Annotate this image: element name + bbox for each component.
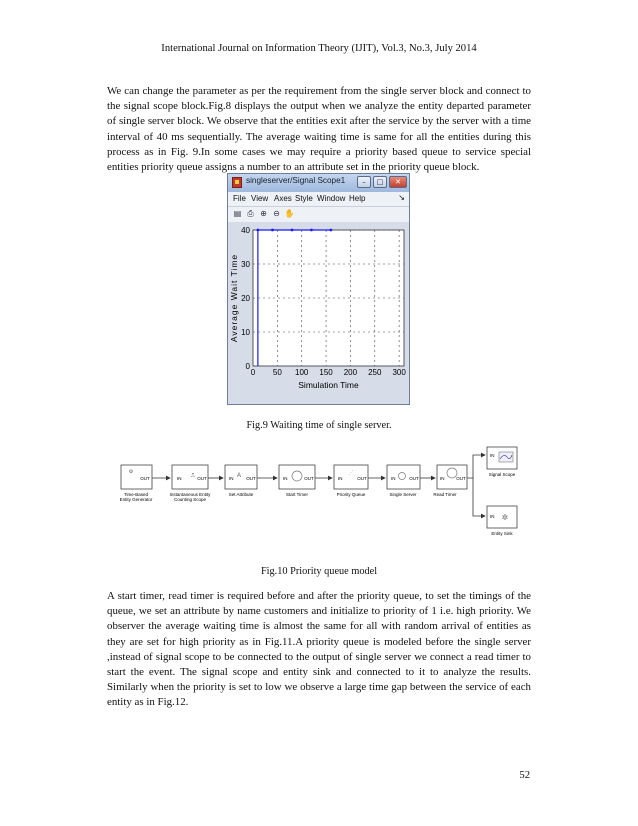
counter-port-out: OUT <box>197 476 207 481</box>
counter-label-2: Counting Scope <box>173 497 207 502</box>
read-timer-port-in: IN <box>440 476 445 481</box>
x-tick-label: 250 <box>368 368 382 377</box>
block-single-server[interactable] <box>387 465 420 497</box>
priority-queue-label: Priority Queue <box>336 492 366 497</box>
block-set-attribute[interactable] <box>225 465 257 497</box>
set-attr-port-out: OUT <box>246 476 256 481</box>
block-read-timer[interactable] <box>433 465 467 497</box>
x-tick-label: 300 <box>392 368 406 377</box>
counter-label-1: Instantaneous Entity <box>169 492 211 497</box>
svg-text:⎍: ⎍ <box>190 473 196 479</box>
figure-9-caption: Fig.9 Waiting time of single server. <box>246 420 392 431</box>
journal-header: International Journal on Information Theory (IJIT), Vol.3, No.3, July 2014 <box>161 43 477 54</box>
priority-queue-model-diagram <box>115 443 525 543</box>
signal-scope-label: Signal Scope <box>488 472 516 477</box>
block-priority-queue[interactable] <box>334 465 368 497</box>
menu-style[interactable]: Style <box>295 194 313 203</box>
menu-help[interactable]: Help <box>349 194 366 203</box>
svg-text:✲: ✲ <box>501 513 509 522</box>
zoom-in-icon[interactable]: ⊕ <box>260 209 267 218</box>
x-tick-label: 50 <box>272 368 282 377</box>
entity-sink-port-in: IN <box>490 514 495 519</box>
counter-port-in: IN <box>177 476 182 481</box>
maximize-button[interactable]: □ <box>373 176 387 188</box>
printer-icon[interactable]: ⎙ <box>247 209 254 218</box>
y-tick-label: 10 <box>241 328 250 337</box>
generator-label-1: Time-Based <box>123 492 149 497</box>
toolbar <box>228 206 409 222</box>
y-axis-label: Average Wait Time <box>229 253 239 343</box>
single-server-port-in: IN <box>391 476 396 481</box>
x-axis-label: Simulation Time <box>298 380 359 390</box>
matlab-app-icon <box>232 177 242 188</box>
generator-label-2: Entity Generator <box>119 497 153 502</box>
block-signal-scope[interactable] <box>487 447 517 477</box>
paragraph-2: A start timer, read timer is required before and after the priority queue, to set the timings of the queue, we set an attribute by name customers and initialize to priority of 1 i.e. high priority. We observer the average waiting time is almost the same for all with random arrival of entities as they are set for high priority as in Fig.11.A priority queue is modeled before the single server ,instead of signal scope to be connected to the output of single server we connect a read timer to start the event. The signal scope and entity sink and connected to it to analyze the results. Similarly when the priority is set to low we observe a large time gap between the service of each entity as in Fig.12. <box>107 590 531 709</box>
y-tick-label: 20 <box>241 294 250 303</box>
single-server-label: Single Server <box>389 492 417 497</box>
y-tick-label: 0 <box>245 362 250 371</box>
data-point <box>310 229 313 232</box>
close-button[interactable]: ✕ <box>389 176 407 188</box>
pan-icon[interactable]: ✋ <box>284 209 295 218</box>
single-server-port-out: OUT <box>409 476 419 481</box>
svg-text:A: A <box>236 473 242 479</box>
menu-overflow-arrow-icon[interactable]: ↘ <box>398 193 405 202</box>
priority-queue-port-out: OUT <box>357 476 367 481</box>
block-start-timer[interactable] <box>279 465 315 497</box>
start-timer-port-in: IN <box>283 476 288 481</box>
svg-text:⋰: ⋰ <box>348 470 354 476</box>
x-tick-label: 200 <box>343 368 358 377</box>
y-tick-label: 30 <box>241 260 250 269</box>
menu-bar <box>228 192 409 206</box>
window-titlebar[interactable] <box>228 174 409 192</box>
read-timer-label: Read Timer <box>433 492 457 497</box>
start-timer-label: Start Timer <box>285 492 309 497</box>
data-point <box>271 229 274 232</box>
block-entity-generator[interactable] <box>120 465 153 502</box>
page-number: 52 <box>519 770 530 781</box>
paragraph-1: We can change the parameter as per the requirement from the single server block and connect to the signal scope block.Fig.8 displays the output when we analyze the entity departed parameter of single server block. We observe that the entities exit after the service by the server with a time interval of 40 ms sequentially. The average waiting time is same for all the entities during this process as in Fig. 9.In some cases we may require a priority based queue to service special entities priority queue assigns a number to an attribute set in the priority queue block. <box>107 85 531 174</box>
x-tick-label: 100 <box>295 368 309 377</box>
menu-window[interactable]: Window <box>317 194 346 203</box>
data-point <box>330 229 333 232</box>
block-counting-scope[interactable] <box>170 465 212 502</box>
print-icon[interactable]: ▤ <box>233 209 242 218</box>
x-tick-label: 150 <box>319 368 333 377</box>
menu-axes[interactable]: Axes <box>274 194 292 203</box>
zoom-out-icon[interactable]: ⊖ <box>273 209 280 218</box>
menu-file[interactable]: File <box>233 194 246 203</box>
set-attr-label: Set Attribute <box>228 492 254 497</box>
start-timer-port-out: OUT <box>304 476 314 481</box>
menu-view[interactable]: View <box>251 194 269 203</box>
signal-scope-port-in: IN <box>490 453 495 458</box>
generator-port-out: OUT <box>140 476 150 481</box>
minimize-button[interactable]: – <box>357 176 371 188</box>
entity-sink-label: Entity Sink <box>491 531 513 536</box>
y-tick-label: 40 <box>241 226 250 235</box>
priority-queue-port-in: IN <box>338 476 343 481</box>
signal-scope-window <box>227 173 410 405</box>
plot-area <box>228 222 409 404</box>
block-entity-sink[interactable] <box>487 506 517 536</box>
data-point <box>256 229 259 232</box>
figure-10-caption: Fig.10 Priority queue model <box>260 566 378 577</box>
svg-text:⚙: ⚙ <box>128 469 134 475</box>
data-point <box>291 229 294 232</box>
wait-time-chart <box>228 222 409 404</box>
x-tick-label: 0 <box>250 368 256 377</box>
window-title: singleserver/Signal Scope1 <box>246 176 346 185</box>
read-timer-port-out: OUT <box>456 476 466 481</box>
set-attr-port-in: IN <box>229 476 234 481</box>
